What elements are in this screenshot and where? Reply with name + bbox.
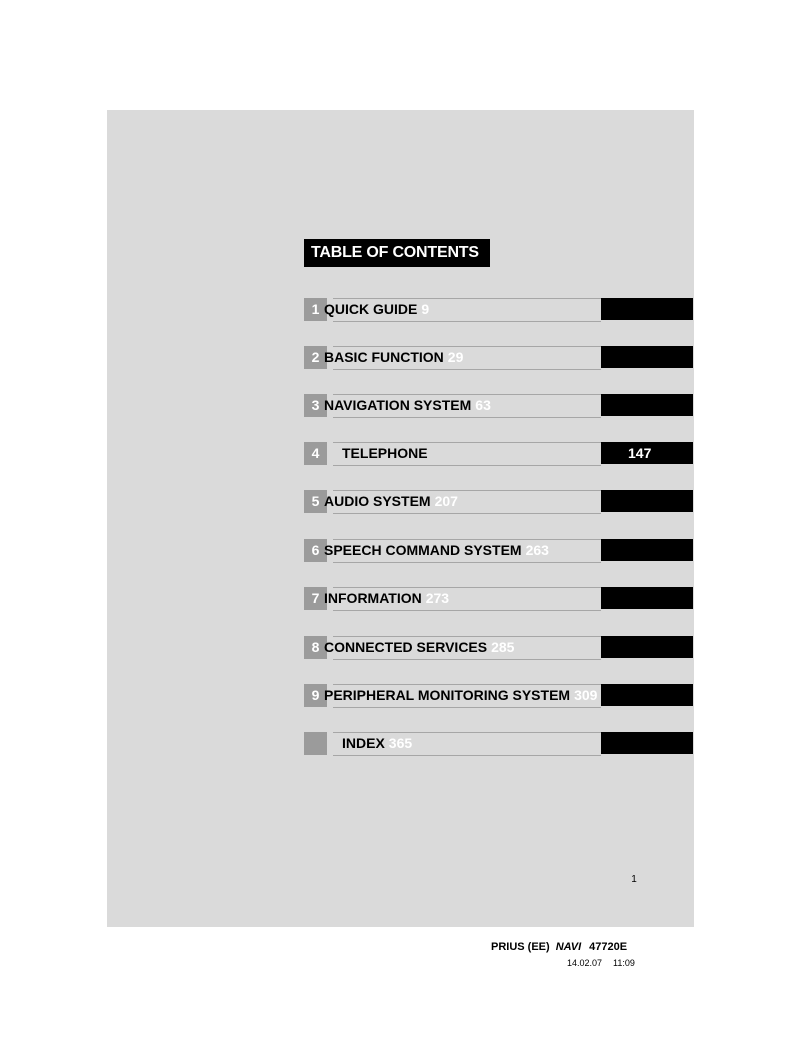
page-number: 1 — [631, 874, 637, 885]
toc-entry-number: 6 — [304, 539, 327, 562]
toc-entry-page: 309 — [574, 687, 598, 703]
toc-entry-title: NAVIGATION SYSTEM — [324, 397, 472, 413]
toc-entry-title: CONNECTED SERVICES — [324, 639, 488, 655]
toc-entry-information[interactable] — [304, 587, 693, 611]
toc-entry-title: QUICK GUIDE — [324, 301, 418, 317]
toc-entry-quick-guide[interactable] — [304, 298, 693, 322]
toc-entry-telephone[interactable] — [304, 442, 693, 466]
toc-entry-label — [324, 539, 549, 562]
toc-entry-page: 9 — [421, 301, 430, 317]
toc-title: TABLE OF CONTENTS — [304, 239, 490, 267]
toc-entry-page: 365 — [388, 735, 413, 751]
footer-model-line — [491, 941, 627, 953]
toc-entry-page: 29 — [447, 349, 464, 365]
toc-entry-label — [324, 587, 449, 610]
footer-model: PRIUS (EE) — [491, 941, 550, 953]
toc-entry-label — [342, 732, 412, 755]
toc-entry-index[interactable] — [304, 732, 693, 756]
toc-entry-basic-function[interactable] — [304, 346, 693, 370]
footer-system: NAVI — [555, 941, 582, 953]
toc-entry-number: 5 — [304, 490, 327, 513]
toc-entry-audio-system[interactable] — [304, 490, 693, 514]
toc-entry-title: INFORMATION — [324, 590, 422, 606]
toc-entry-tab — [601, 587, 693, 609]
toc-entry-page: 207 — [434, 493, 458, 509]
toc-entry-number — [304, 732, 327, 755]
toc-entry-tab — [601, 539, 693, 561]
toc-entry-number: 7 — [304, 587, 327, 610]
toc-entry-label — [324, 490, 458, 513]
toc-entry-title: INDEX — [342, 735, 385, 751]
toc-entry-tab — [601, 732, 693, 754]
toc-entry-tab — [601, 394, 693, 416]
toc-entry-title: SPEECH COMMAND SYSTEM — [324, 542, 522, 558]
toc-entry-label — [324, 346, 463, 369]
toc-entry-tab: 147 — [601, 442, 693, 464]
toc-entry-number: 8 — [304, 636, 327, 659]
toc-entry-title: PERIPHERAL MONITORING SYSTEM — [324, 687, 571, 703]
toc-entry-peripheral-monitoring-system[interactable] — [304, 684, 693, 708]
toc-entry-page: 273 — [425, 590, 450, 606]
toc-entry-number: 1 — [304, 298, 327, 321]
footer-time: 11:09 — [613, 958, 635, 968]
toc-entry-label — [324, 684, 597, 707]
toc-entry-page: 63 — [475, 397, 491, 413]
toc-entry-label — [324, 394, 491, 417]
footer-date: 14.02.07 — [567, 958, 603, 968]
toc-entry-number: 4 — [304, 442, 327, 465]
footer-code: 47720E — [589, 941, 628, 953]
toc-entry-tab — [601, 346, 693, 368]
toc-entry-label — [324, 298, 429, 321]
toc-entry-number: 3 — [304, 394, 327, 417]
toc-entry-title: TELEPHONE — [342, 445, 428, 461]
toc-entry-navigation-system[interactable] — [304, 394, 693, 418]
toc-entry-speech-command-system[interactable] — [304, 539, 693, 563]
toc-entry-number: 9 — [304, 684, 327, 707]
toc-entry-number: 2 — [304, 346, 327, 369]
toc-entry-tab — [601, 490, 693, 512]
toc-entry-page: 263 — [525, 542, 549, 558]
toc-entry-tab — [601, 636, 693, 658]
toc-entry-title: AUDIO SYSTEM — [324, 493, 431, 509]
page-panel — [107, 110, 694, 927]
toc-entry-title: BASIC FUNCTION — [324, 349, 444, 365]
footer-timestamp — [567, 958, 635, 968]
toc-entry-label — [342, 442, 428, 465]
toc-entry-label — [324, 636, 514, 659]
toc-entry-connected-services[interactable] — [304, 636, 693, 660]
toc-entry-tab — [601, 298, 693, 320]
toc-entry-page: 285 — [491, 639, 515, 655]
toc-entry-tab — [601, 684, 693, 706]
